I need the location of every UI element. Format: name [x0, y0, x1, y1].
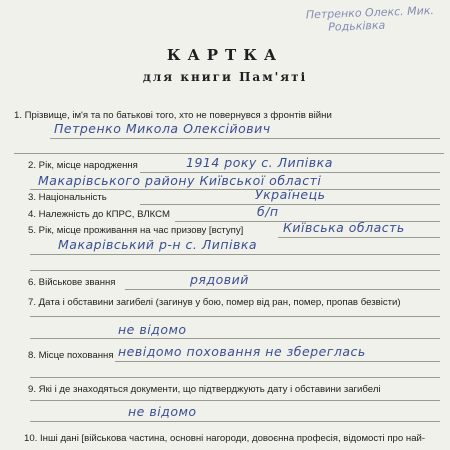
field-9-label: 9. Які і де знаходяться документи, що підтверджують дату і обставини загибелі: [28, 384, 381, 395]
field-9-value: не відомо: [128, 404, 197, 419]
field-5-value-2: Макарівський р-н с. Липівка: [58, 237, 258, 252]
field-2-label: 2. Рік, місце народження: [28, 160, 138, 171]
field-9-line-2: [30, 421, 440, 422]
field-8-line: [115, 361, 440, 362]
corner-note-line-2: Родьківка: [328, 18, 386, 34]
handwritten-corner-note: [306, 4, 447, 35]
field-3-value: Українець: [255, 187, 326, 202]
field-2-line-2: [30, 189, 440, 190]
field-5-value-1: Київська область: [283, 220, 405, 235]
field-5-line-3: [30, 270, 440, 271]
field-3-line: [140, 204, 440, 205]
field-6-line: [125, 289, 440, 290]
field-7-label: 7. Дата і обставини загибелі (загинув у бою, помер від ран, помер, пропав безвісти): [28, 297, 401, 308]
field-1-line-2: [14, 153, 444, 154]
field-1-label: 1. Прізвище, ім'я та по батькові того, хто не повернувся з фронтів війни: [14, 110, 332, 121]
field-6-label: 6. Військове звання: [28, 277, 116, 288]
field-2-value-1: 1914 року с. Липівка: [186, 155, 333, 170]
field-1-value: Петренко Микола Олексійович: [54, 121, 271, 136]
field-7-value: не відомо: [118, 322, 187, 337]
field-8-line-2: [30, 377, 440, 378]
field-5-label: 5. Рік, місце проживання на час призову [вступу]: [28, 225, 244, 236]
field-9-line: [30, 400, 440, 401]
field-8-value: невідомо поховання не збереглась: [118, 344, 366, 359]
field-5-line-2: [30, 254, 440, 255]
field-4-value: б/п: [257, 204, 279, 219]
field-10-label: 10. Інші дані [військова частина, основні нагороди, довоєнна професія, відомості про най-: [24, 433, 426, 444]
field-7-line-2: [30, 338, 440, 339]
field-6-value: рядовий: [190, 272, 249, 287]
card-title: КАРТКА: [166, 46, 284, 64]
card-subtitle: для книги Пам'яті: [142, 70, 308, 84]
field-5-line: [278, 237, 440, 238]
corner-note-line-1: Петренко Олекс. Мик.: [305, 3, 435, 22]
field-1-line: [50, 138, 440, 139]
field-7-line: [30, 316, 440, 317]
field-3-label: 3. Національність: [28, 192, 107, 203]
field-4-label: 4. Належність до КПРС, ВЛКСМ: [28, 209, 170, 220]
field-8-label: 8. Місце поховання: [28, 350, 114, 361]
field-2-value-2: Макарівського району Київської області: [38, 173, 322, 188]
